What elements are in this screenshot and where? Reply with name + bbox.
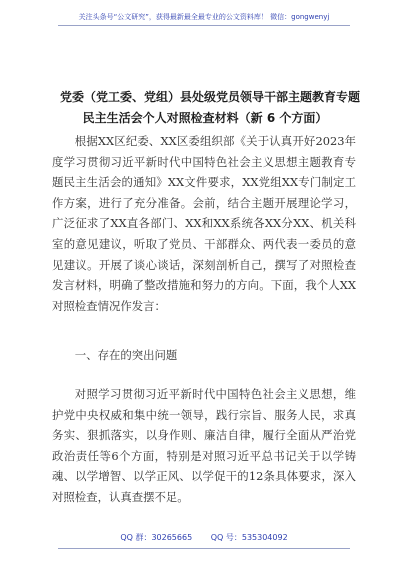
header-divider: [58, 25, 350, 26]
section-paragraph: 对照学习贯彻习近平新时代中国特色社会主义思想，维护党中央权威和集中统一领导，践行宗旨、服务人民，求真务实、狠抓落实，以身作则、廉洁自律，履行全面从严治党政治责任等6个方面，特别是对照习近平总书记关于以学铸魂、以学增智、以学正风、以学促干的12条具体要求，深入对照检查，认真查摆不足。: [52, 387, 356, 504]
document-title-line-2: 民主生活会个人对照检查材料（新 6 个方面）: [82, 111, 328, 125]
header-promo-text: 关注头条号“公文研究”，获得最新最全最专业的公文资料库！ 微信：gongwenyj: [78, 13, 330, 21]
footer-qq-group: QQ 群：30265665: [120, 533, 193, 542]
footer-divider: [58, 548, 350, 549]
section-heading: 一、存在的突出问题: [74, 348, 178, 362]
footer-qq-contact: QQ 号：535304092: [210, 533, 288, 542]
footer-contact: [0, 532, 408, 543]
document-title-line-1: 党委（党工委、党组）县处级党员领导干部主题教育专题: [60, 90, 361, 104]
intro-paragraph: 根据XX区纪委、XX区委组织部《关于认真开好2023年度学习贯彻习近平新时代中国特色社会主义思想主题教育专题民主生活会的通知》XX文件要求，XX党组XX专门制定工作方案，进行了充分准备。会前，结合主题开展理论学习，广泛征求了XX直各部门、XX和XX系统各XX分XX、机关科室的意见建议，听取了党员、干部群众、两代表一委员的意见建议。开展了谈心谈话，深刻剖析自己，撰写了对照检查发言材料，明确了整改措施和努力的方向。下面，我个人XX对照检查情况作发言：: [52, 134, 356, 313]
